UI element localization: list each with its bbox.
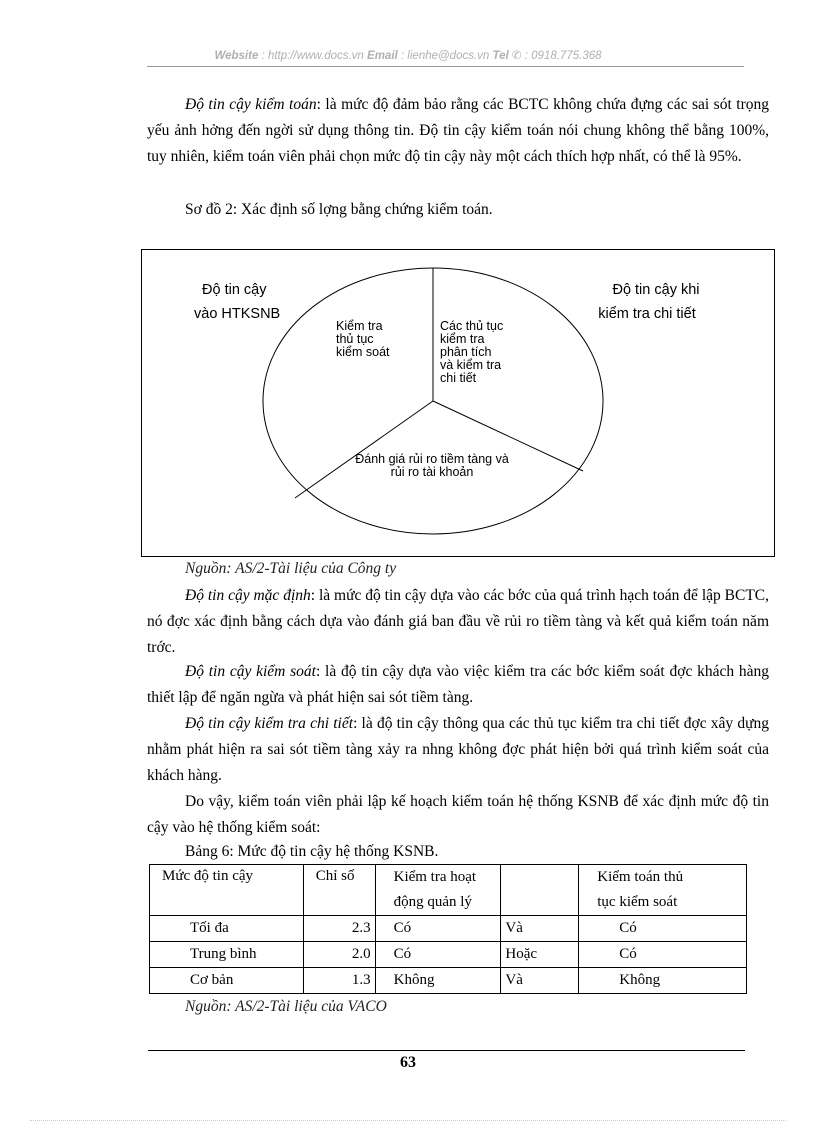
table-cell: 2.0: [303, 942, 375, 968]
table-row: [150, 968, 747, 994]
left-outer-label: Độ tin cậy vào HTKSNB: [194, 282, 281, 322]
header-cell: động quản lý: [375, 890, 501, 916]
header-cell: Mức độ tin cậy: [150, 865, 304, 916]
page-header: [0, 48, 816, 62]
paragraph-text: : là độ tin cậy dựa vào việc kiểm tra các bớc kiểm soát đợc khách hàng thiết lập để ngăn ngừa và phát hiện sai sót tiềm tàng.: [147, 663, 769, 706]
diagram-caption: Sơ đồ 2: Xác định số lợng bằng chứng kiểm toán.: [185, 201, 493, 218]
segment-detail-tests: Các thủ tục kiểm tra phân tích và kiểm tra chi tiết: [440, 319, 504, 385]
header-cell: tục kiểm soát: [579, 890, 747, 916]
paragraph-default-confidence: [147, 583, 769, 661]
paragraph-text: : là mức độ tin cậy dựa vào các bớc của quá trình hạch toán để lập BCTC, nó đợc xác định bằng cách dựa vào đánh giá ban đầu về rủi ro tiềm tàng và kết quả kiểm toán năm trớc.: [147, 587, 770, 656]
paragraph-text: : là độ tin cậy thông qua các thủ tục kiểm tra chi tiết đợc xây dựng nhằm phát hiện ra sai sót tiềm tàng xảy ra nhng không đợc phát hiện bởi quá trình kiểm soát của khách hàng.: [147, 715, 769, 784]
header-cell: Kiểm toán thủ: [579, 865, 747, 891]
website-label: Website: [214, 50, 259, 62]
table-cell: Không: [579, 968, 747, 994]
term-control-confidence: Độ tin cậy kiểm soát: [185, 663, 316, 680]
table-cell: Có: [375, 942, 501, 968]
tel-label: Tel: [492, 50, 509, 62]
source-note-2: Nguồn: AS/2-Tài liệu của VACO: [185, 998, 387, 1015]
table-cell: Tối đa: [150, 916, 304, 942]
table-cell: Không: [375, 968, 501, 994]
page-edge-dots: [30, 1120, 786, 1121]
tel-value: : 0918.775.368: [524, 50, 602, 62]
table-row: [150, 942, 747, 968]
table-cell: Có: [579, 916, 747, 942]
email-label: Email: [367, 50, 398, 62]
paragraph-audit-confidence: [147, 92, 769, 170]
paragraph-detail-confidence: [147, 711, 769, 789]
phone-icon: ✆: [511, 50, 522, 62]
table-cell: Trung bình: [150, 942, 304, 968]
pie-divider-left: [295, 401, 433, 498]
table-cell: 2.3: [303, 916, 375, 942]
segment-control-tests: Kiểm tra thủ tục kiểm soát: [336, 319, 390, 359]
term-detail-confidence: Độ tin cậy kiểm tra chi tiết: [185, 715, 354, 732]
table-cell: Và: [501, 968, 579, 994]
email-value[interactable]: : lienhe@docs.vn: [400, 50, 490, 62]
paragraph-text: : là mức độ đảm bảo rằng các BCTC không chứa đựng các sai sót trọng yếu ảnh hởng đến ngời sử dụng thông tin. Độ tin cậy kiểm toán nói chung không thể bằng 100%, tuy nhiên, kiểm toán viên phải chọn mức độ tin cậy này một cách thích hợp nhất, có thể là 95%.: [147, 96, 769, 165]
paragraph-conclusion: Do vậy, kiểm toán viên phải lập kế hoạch kiểm toán hệ thống KSNB để xác định mức độ tin cậy vào hệ thống kiểm soát:: [147, 793, 769, 836]
table-cell: Cơ bản: [150, 968, 304, 994]
table-row: [150, 916, 747, 942]
confidence-table: [149, 864, 747, 994]
evidence-diagram: [141, 249, 775, 557]
source-note-1: Nguồn: AS/2-Tài liệu của Công ty: [185, 560, 397, 577]
table-header-row: [150, 865, 747, 891]
segment-risk-assessment: Đánh giá rủi ro tiềm tàng và rủi ro tài khoản: [355, 452, 509, 479]
header-cell: [501, 865, 579, 916]
page-number: 63: [400, 1054, 416, 1071]
table-cell: 1.3: [303, 968, 375, 994]
header-cell: Chỉ số: [303, 865, 375, 916]
table-cell: Có: [375, 916, 501, 942]
term-audit-confidence: Độ tin cậy kiểm toán: [185, 96, 317, 113]
header-divider: [147, 66, 744, 67]
footer-divider: [148, 1050, 745, 1051]
paragraph-control-confidence: [147, 659, 769, 711]
table-cell: Và: [501, 916, 579, 942]
right-outer-label: Độ tin cậy khi kiểm tra chi tiết: [598, 282, 700, 322]
website-value[interactable]: : http://www.docs.vn: [261, 50, 364, 62]
table-cell: Có: [579, 942, 747, 968]
table-cell: Hoặc: [501, 942, 579, 968]
table-caption: Bảng 6: Mức độ tin cậy hệ thống KSNB.: [185, 843, 439, 860]
term-default-confidence: Độ tin cậy mặc định: [185, 587, 311, 604]
header-cell: Kiểm tra hoạt: [375, 865, 501, 891]
